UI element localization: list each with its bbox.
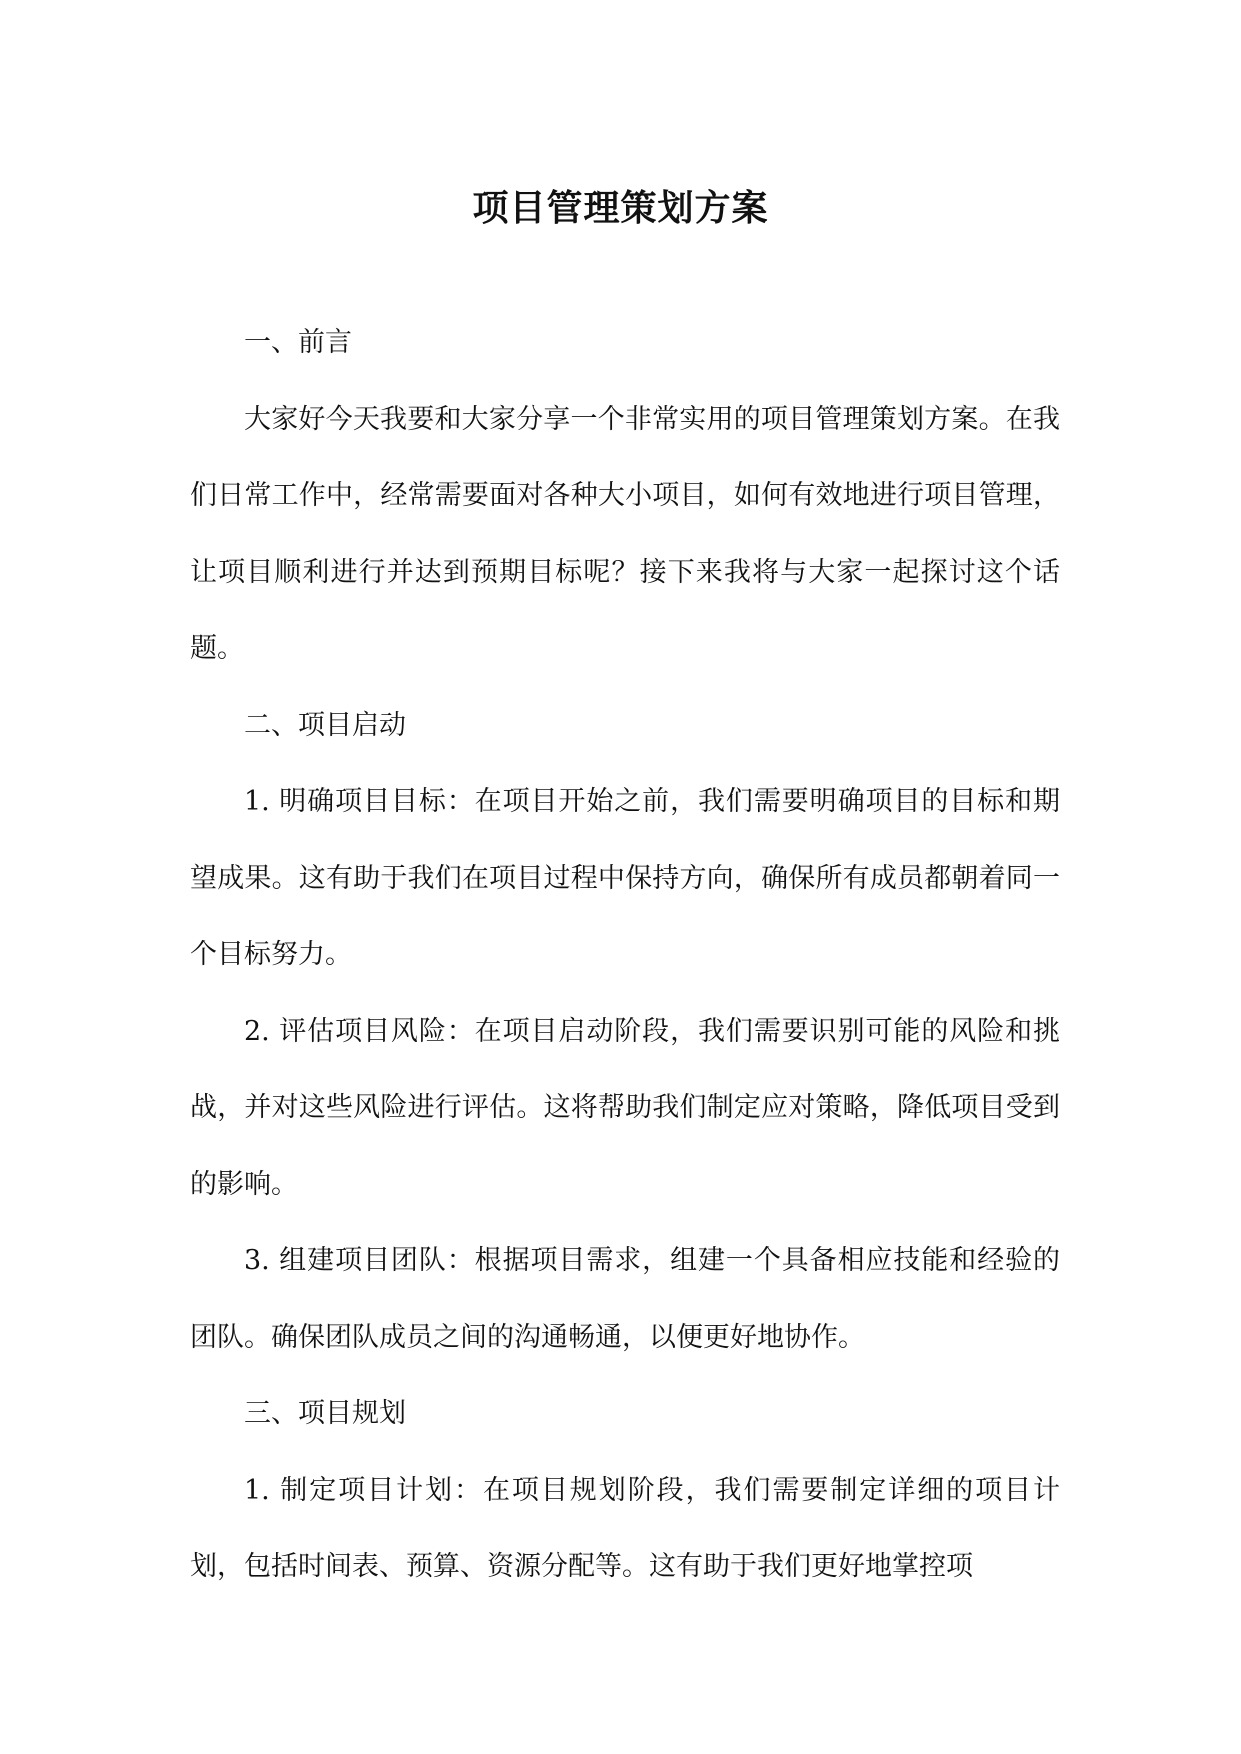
section-heading-project-start: 二、项目启动 [244, 709, 406, 741]
list-item-define-goals: 1. 明确项目目标：在项目开始之前，我们需要明确项目的目标和期望成果。这有助于我们在项目过程中保持方向，确保所有成员都朝着同一个目标努力。 [190, 786, 1060, 970]
document-title: 项目管理策划方案 [472, 187, 769, 229]
list-item-assess-risks: 2. 评估项目风险：在项目启动阶段，我们需要识别可能的风险和挑战，并对这些风险进行评估。这将帮助我们制定应对策略，降低项目受到的影响。 [190, 1015, 1060, 1200]
list-item-make-plan: 1. 制定项目计划：在项目规划阶段，我们需要制定详细的项目计划，包括时间表、预算、资源分配等。这有助于我们更好地掌控项 [190, 1474, 1060, 1582]
list-item-build-team: 3. 组建项目团队：根据项目需求，组建一个具备相应技能和经验的团队。确保团队成员之间的沟通畅通，以便更好地协作。 [190, 1245, 1060, 1353]
section-heading-preface: 一、前言 [244, 327, 352, 358]
section-heading-project-planning: 三、项目规划 [244, 1398, 406, 1429]
document-body [190, 305, 1060, 1606]
paragraph-preface: 大家好今天我要和大家分享一个非常实用的项目管理策划方案。在我们日常工作中，经常需要面对各种大小项目，如何有效地进行项目管理，让项目顺利进行并达到预期目标呢？接下来我将与大家一起探讨这个话题。 [190, 403, 1060, 664]
